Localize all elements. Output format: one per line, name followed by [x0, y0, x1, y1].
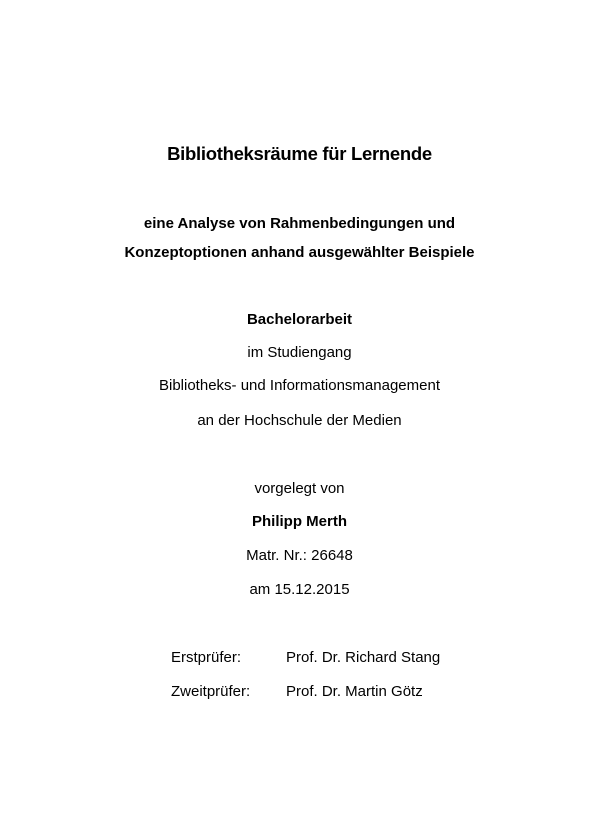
examiner-role: Zweitprüfer: — [171, 683, 251, 700]
study-program: Bibliotheks- und Informationsmanagement — [159, 377, 440, 394]
matriculation-number: Matr. Nr.: 26648 — [246, 547, 353, 564]
document-title: Bibliotheksräume für Lernende — [167, 143, 432, 164]
program-prefix: im Studiengang — [247, 344, 352, 361]
subtitle-line-2: Konzeptoptionen anhand ausgewählter Beispiele — [124, 244, 475, 261]
examiner-name: Prof. Dr. Martin Götz — [286, 683, 423, 700]
submitted-by-label: vorgelegt von — [254, 480, 345, 497]
thesis-type: Bachelorarbeit — [246, 311, 353, 328]
subtitle-line-1: eine Analyse von Rahmenbedingungen und — [143, 215, 456, 232]
institution: an der Hochschule der Medien — [197, 412, 402, 429]
examiner-role: Erstprüfer: — [171, 649, 242, 666]
author-name: Philipp Merth — [252, 513, 347, 530]
submission-date: am 15.12.2015 — [249, 581, 350, 598]
examiner-name: Prof. Dr. Richard Stang — [286, 649, 441, 666]
